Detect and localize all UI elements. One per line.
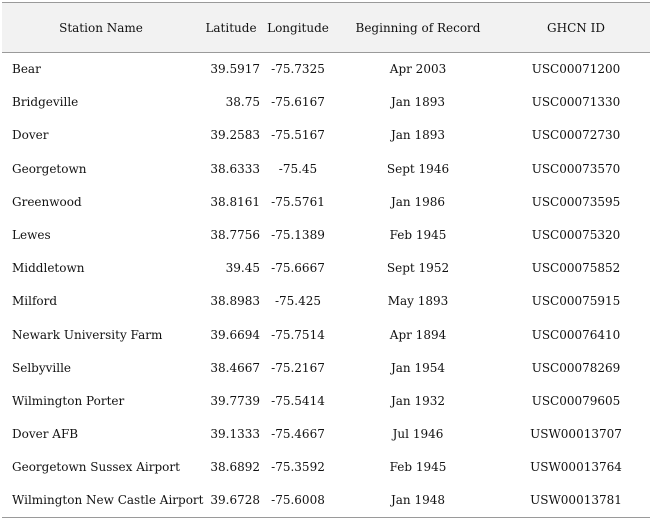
cell-longitude: -75.5761 — [271, 194, 325, 209]
cell-latitude: 38.8983 — [210, 294, 260, 309]
header-beginning-of-record: Beginning of Record — [334, 3, 502, 53]
cell-longitude: -75.6667 — [271, 261, 325, 276]
cell-beginning-of-record: Jul 1946 — [392, 427, 444, 442]
table-row — [2, 318, 650, 351]
cell-station-name: Greenwood — [12, 194, 82, 209]
cell-station-name: Dover — [12, 128, 49, 143]
table-row — [2, 484, 650, 517]
cell-latitude: 38.8161 — [210, 194, 260, 209]
cell-station-name: Wilmington New Castle Airport — [2, 484, 200, 517]
cell-latitude: 39.1333 — [210, 427, 260, 442]
cell-longitude: -75.2167 — [271, 360, 325, 375]
cell-longitude: -75.7325 — [271, 62, 325, 77]
table-row — [2, 285, 650, 318]
cell-ghcn-id: USW00013764 — [530, 460, 622, 475]
cell-ghcn-id: USC00075320 — [531, 228, 621, 243]
cell-station-name: Wilmington Porter — [12, 393, 125, 408]
table-row — [2, 218, 650, 251]
cell-beginning-of-record: Jan 1986 — [390, 194, 446, 209]
table-row — [2, 86, 650, 119]
station-table-container — [2, 2, 650, 516]
cell-longitude: -75.5167 — [271, 128, 325, 143]
cell-ghcn-id: USW00013707 — [530, 427, 622, 442]
cell-station-name: Milford — [12, 294, 58, 309]
cell-latitude: 38.7756 — [210, 228, 260, 243]
cell-latitude: 38.4667 — [210, 360, 260, 375]
cell-station-name: Middletown — [12, 261, 85, 276]
cell-latitude: 38.6333 — [210, 161, 260, 176]
cell-ghcn-id: USC00073570 — [531, 161, 621, 176]
header-row — [2, 3, 650, 53]
cell-latitude: 38.6892 — [210, 460, 260, 475]
cell-latitude: 39.5917 — [210, 62, 260, 77]
cell-longitude: -75.45 — [278, 161, 318, 176]
cell-latitude: 38.75 — [225, 95, 260, 110]
cell-ghcn-id: USC00072730 — [531, 128, 621, 143]
cell-station-name: Dover AFB — [12, 427, 79, 442]
cell-longitude: -75.1389 — [271, 228, 325, 243]
cell-beginning-of-record: Jan 1948 — [334, 484, 502, 517]
cell-ghcn-id: USC00071330 — [531, 95, 621, 110]
cell-beginning-of-record: Jan 1893 — [390, 95, 446, 110]
cell-beginning-of-record: Apr 1894 — [389, 327, 447, 342]
cell-beginning-of-record: Sept 1952 — [386, 261, 450, 276]
cell-latitude: 39.6728 — [200, 484, 262, 517]
header-latitude: Latitude — [200, 3, 262, 53]
cell-beginning-of-record: Feb 1945 — [389, 460, 447, 475]
cell-latitude: 39.6694 — [210, 327, 260, 342]
table-row — [2, 451, 650, 484]
cell-beginning-of-record: Feb 1945 — [389, 228, 447, 243]
cell-latitude: 39.2583 — [210, 128, 260, 143]
cell-longitude: -75.425 — [274, 294, 322, 309]
cell-longitude: -75.4667 — [271, 427, 325, 442]
table-row — [2, 384, 650, 417]
header-ghcn-id: GHCN ID — [502, 3, 650, 53]
cell-longitude: -75.6008 — [262, 484, 334, 517]
table-row — [2, 351, 650, 384]
cell-ghcn-id: USC00076410 — [531, 327, 621, 342]
table-row — [2, 53, 650, 86]
table-row — [2, 185, 650, 218]
table-row — [2, 119, 650, 152]
cell-station-name: Selbyville — [12, 360, 72, 375]
cell-longitude: -75.5414 — [271, 393, 325, 408]
cell-ghcn-id: USC00078269 — [531, 360, 621, 375]
cell-station-name: Georgetown — [12, 161, 87, 176]
table-row — [2, 152, 650, 185]
station-table — [2, 2, 650, 518]
cell-longitude: -75.3592 — [271, 460, 325, 475]
cell-ghcn-id: USW00013781 — [502, 484, 650, 517]
cell-station-name: Georgetown Sussex Airport — [12, 460, 180, 475]
cell-beginning-of-record: Apr 2003 — [389, 62, 447, 77]
cell-latitude: 39.45 — [225, 261, 260, 276]
cell-ghcn-id: USC00079605 — [531, 393, 621, 408]
table-body — [2, 53, 650, 518]
cell-longitude: -75.6167 — [271, 95, 325, 110]
header-station-name: Station Name — [2, 3, 200, 53]
cell-station-name: Bear — [12, 62, 41, 77]
cell-ghcn-id: USC00075915 — [531, 294, 621, 309]
cell-beginning-of-record: Jan 1893 — [390, 128, 446, 143]
cell-station-name: Bridgeville — [12, 95, 79, 110]
cell-beginning-of-record: Jan 1932 — [390, 393, 446, 408]
cell-station-name: Lewes — [12, 228, 51, 243]
cell-ghcn-id: USC00071200 — [531, 62, 621, 77]
table-row — [2, 252, 650, 285]
cell-beginning-of-record: May 1893 — [387, 294, 449, 309]
cell-beginning-of-record: Jan 1954 — [390, 360, 446, 375]
cell-station-name: Newark University Farm — [12, 327, 163, 342]
cell-ghcn-id: USC00073595 — [531, 194, 621, 209]
cell-longitude: -75.7514 — [271, 327, 325, 342]
cell-ghcn-id: USC00075852 — [531, 261, 621, 276]
table-row — [2, 418, 650, 451]
header-longitude: Longitude — [262, 3, 334, 53]
cell-beginning-of-record: Sept 1946 — [386, 161, 450, 176]
cell-latitude: 39.7739 — [210, 393, 260, 408]
